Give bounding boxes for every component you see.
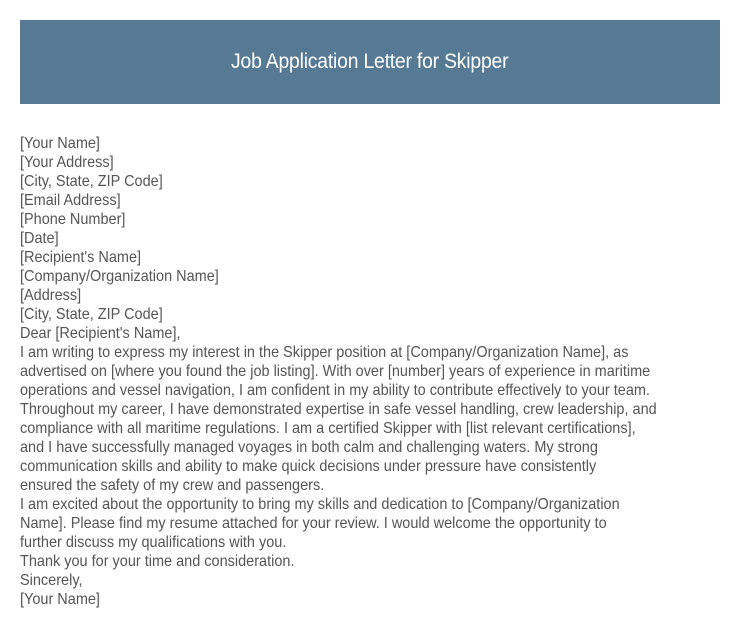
recipient-name: [Recipient's Name] xyxy=(20,249,142,266)
page-title: Job Application Letter for Skipper xyxy=(231,50,509,73)
paragraph-excitement xyxy=(20,495,740,552)
sender-city-state-zip: [City, State, ZIP Code] xyxy=(20,173,163,190)
letter-date: [Date] xyxy=(20,230,59,247)
paragraph-line: communication skills and ability to make quick decisions under pressure have consistently xyxy=(20,458,597,475)
sender-email: [Email Address] xyxy=(20,192,121,209)
paragraph-line: I am writing to express my interest in the Skipper position at [Company/Organization Name], as xyxy=(20,344,629,361)
title-banner xyxy=(20,20,720,104)
paragraph-line: further discuss my qualifications with you. xyxy=(20,534,287,551)
paragraph-line: ensured the safety of my crew and passengers. xyxy=(20,477,325,494)
recipient-company: [Company/Organization Name] xyxy=(20,268,219,285)
sender-block xyxy=(20,134,740,248)
paragraph-interest xyxy=(20,343,740,495)
letter-body xyxy=(20,134,740,609)
thanks-line: Thank you for your time and consideration. xyxy=(20,553,295,570)
recipient-address: [Address] xyxy=(20,287,82,304)
salutation: Dear [Recipient's Name], xyxy=(20,325,181,342)
recipient-city-state-zip: [City, State, ZIP Code] xyxy=(20,306,163,323)
recipient-block xyxy=(20,248,740,324)
paragraph-line: operations and vessel navigation, I am confident in my ability to contribute effectively to your team. xyxy=(20,382,650,399)
sender-phone: [Phone Number] xyxy=(20,211,126,228)
paragraph-line: compliance with all maritime regulations. I am a certified Skipper with [list relevant certifications], xyxy=(20,420,636,437)
sender-name: [Your Name] xyxy=(20,135,100,152)
closing: Sincerely, xyxy=(20,572,83,589)
paragraph-line: Name]. Please find my resume attached for your review. I would welcome the opportunity to xyxy=(20,515,607,532)
paragraph-line: I am excited about the opportunity to bring my skills and dedication to [Company/Organization xyxy=(20,496,620,513)
paragraph-line: advertised on [where you found the job listing]. With over [number] years of experience in maritime xyxy=(20,363,651,380)
paragraph-line: and I have successfully managed voyages in both calm and challenging waters. My strong xyxy=(20,439,598,456)
sender-address: [Your Address] xyxy=(20,154,114,171)
paragraph-line: Throughout my career, I have demonstrated expertise in safe vessel handling, crew leadership, and xyxy=(20,401,657,418)
signature: [Your Name] xyxy=(20,591,100,608)
